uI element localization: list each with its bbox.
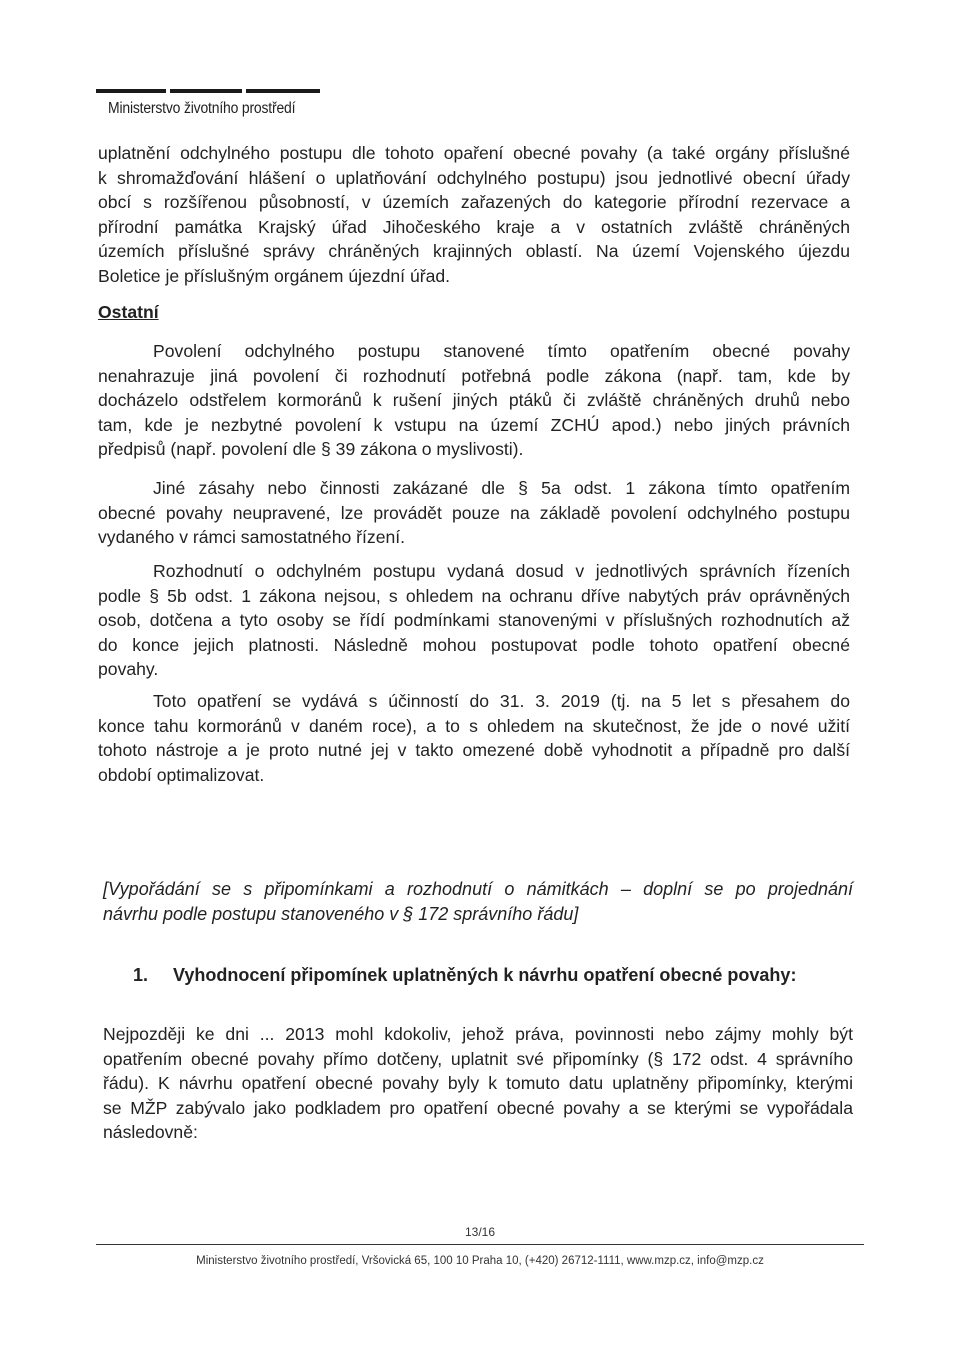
text-line: Boletice je příslušným orgánem újezdní úřad. bbox=[98, 265, 451, 286]
intro-paragraph bbox=[98, 141, 850, 289]
text-line: Toto opatření se vydává s účinností do 31. 3. 2019 (tj. na 5 let s přesahem do bbox=[153, 691, 850, 711]
text-line: období optimalizovat. bbox=[98, 764, 265, 785]
text-line: Povolení odchylného postupu stanovené tímto opatřením obecné povahy bbox=[153, 341, 850, 361]
text-line: povahy. bbox=[98, 659, 159, 680]
heading-text: Vyhodnocení připomínek uplatněných k návrhu opatření obecné povahy: bbox=[173, 965, 797, 985]
page-number: 13/16 bbox=[464, 1225, 496, 1239]
text-line: tam, kde je nezbytné povolení k vstupu na území ZCHÚ apod.) nebo jiných právních bbox=[98, 414, 850, 435]
footer-address: Ministerstvo životního prostředí, Vršovická 65, 100 10 Praha 10, (+420) 26712-1111, www.mzp.cz, info@mzp.cz bbox=[196, 1255, 764, 1267]
paragraph-validity bbox=[98, 689, 850, 787]
section-heading bbox=[133, 965, 796, 986]
ministry-name: Ministerstvo životního prostředí bbox=[108, 100, 296, 117]
text-line: Rozhodnutí o odchylném postupu vydaná dosud v jednotlivých správních řízeních bbox=[153, 561, 850, 581]
text-line: návrhu podle postupu stanoveného v § 172 správního řádu] bbox=[103, 904, 579, 924]
heading-number: 1. bbox=[133, 965, 149, 985]
section-title: Ostatní bbox=[98, 302, 159, 322]
text-line: řádu). K návrhu opatření obecné povahy byly k tomuto datu uplatněny připomínky, kterými bbox=[103, 1073, 853, 1094]
text-line: [Vypořádání se s připomínkami a rozhodnutí o námitkách – doplní se po projednání bbox=[103, 879, 853, 899]
text-line: Nejpozději ke dni ... 2013 mohl kdokoliv, jehož práva, povinnosti nebo zájmy mohly být bbox=[103, 1024, 853, 1044]
header-rule bbox=[96, 89, 320, 93]
text-line: do konce jejich platnosti. Následně mohou postupovat podle tohoto opatření obecné bbox=[98, 634, 850, 655]
text-line: následovně: bbox=[103, 1122, 198, 1143]
text-line: opatřením obecné povahy přímo dotčeny, uplatnit své připomínky (§ 172 odst. 4 správního bbox=[103, 1048, 853, 1069]
text-line: konce tahu kormoránů v daném roce), a to s ohledem na skutečnost, že jde o nové užití bbox=[98, 715, 850, 736]
text-line: obecné povahy neupravené, lze provádět pouze na základě povolení odchylného postupu bbox=[98, 502, 850, 523]
text-line: nenahrazuje jiná povolení či rozhodnutí potřebná podle zákona (např. tam, kde by bbox=[98, 365, 850, 386]
text-line: docházelo odstřelem kormoránů k rušení jiných ptáků či zvláště chráněných druhů nebo bbox=[98, 390, 850, 411]
text-line: osob, dotčena a tyto osoby se řídí podmínkami stanovenými v příslušných rozhodnutích až bbox=[98, 610, 850, 631]
text-line: se MŽP zabývalo jako podkladem pro opatření obecné povahy a se kterými se vypořádala bbox=[103, 1097, 853, 1118]
text-line: podle § 5b odst. 1 zákona nejsou, s ohledem na ochranu dříve nabytých práv oprávněných bbox=[98, 585, 850, 606]
paragraph-decisions bbox=[98, 559, 850, 682]
text-line: Jiné zásahy nebo činnosti zakázané dle § 5a odst. 1 zákona tímto opatřením bbox=[153, 478, 850, 498]
text-line: tohoto nástroje a je proto nutné jej v takto omezené době vyhodnotit a případně pro další bbox=[98, 740, 850, 761]
footer-rule bbox=[96, 1244, 864, 1245]
text-line: vydaného v rámci samostatného řízení. bbox=[98, 527, 406, 548]
text-line: uplatnění odchylného postupu dle tohoto opaření obecné povahy (a také orgány příslušné bbox=[98, 143, 850, 163]
paragraph-comments bbox=[103, 1022, 853, 1145]
paragraph-other-interventions bbox=[98, 476, 850, 550]
paragraph-permission bbox=[98, 339, 850, 462]
editorial-note bbox=[103, 877, 853, 927]
text-line: předpisů (např. povolení dle § 39 zákona o myslivosti). bbox=[98, 439, 524, 460]
text-line: přírodní památka Krajský úřad Jihočeského kraje a v ostatních zvláště chráněných bbox=[98, 216, 850, 237]
text-line: k shromažďování hlášení o uplatňování odchylného postupu) jsou jednotlivé obecní úřady bbox=[98, 167, 850, 188]
text-line: územích příslušné správy chráněných krajinných oblastí. Na území Vojenského újezdu bbox=[98, 241, 850, 262]
text-line: obcí s rozšířenou působností, v územích zařazených do kategorie přírodní rezervace a bbox=[98, 192, 850, 213]
